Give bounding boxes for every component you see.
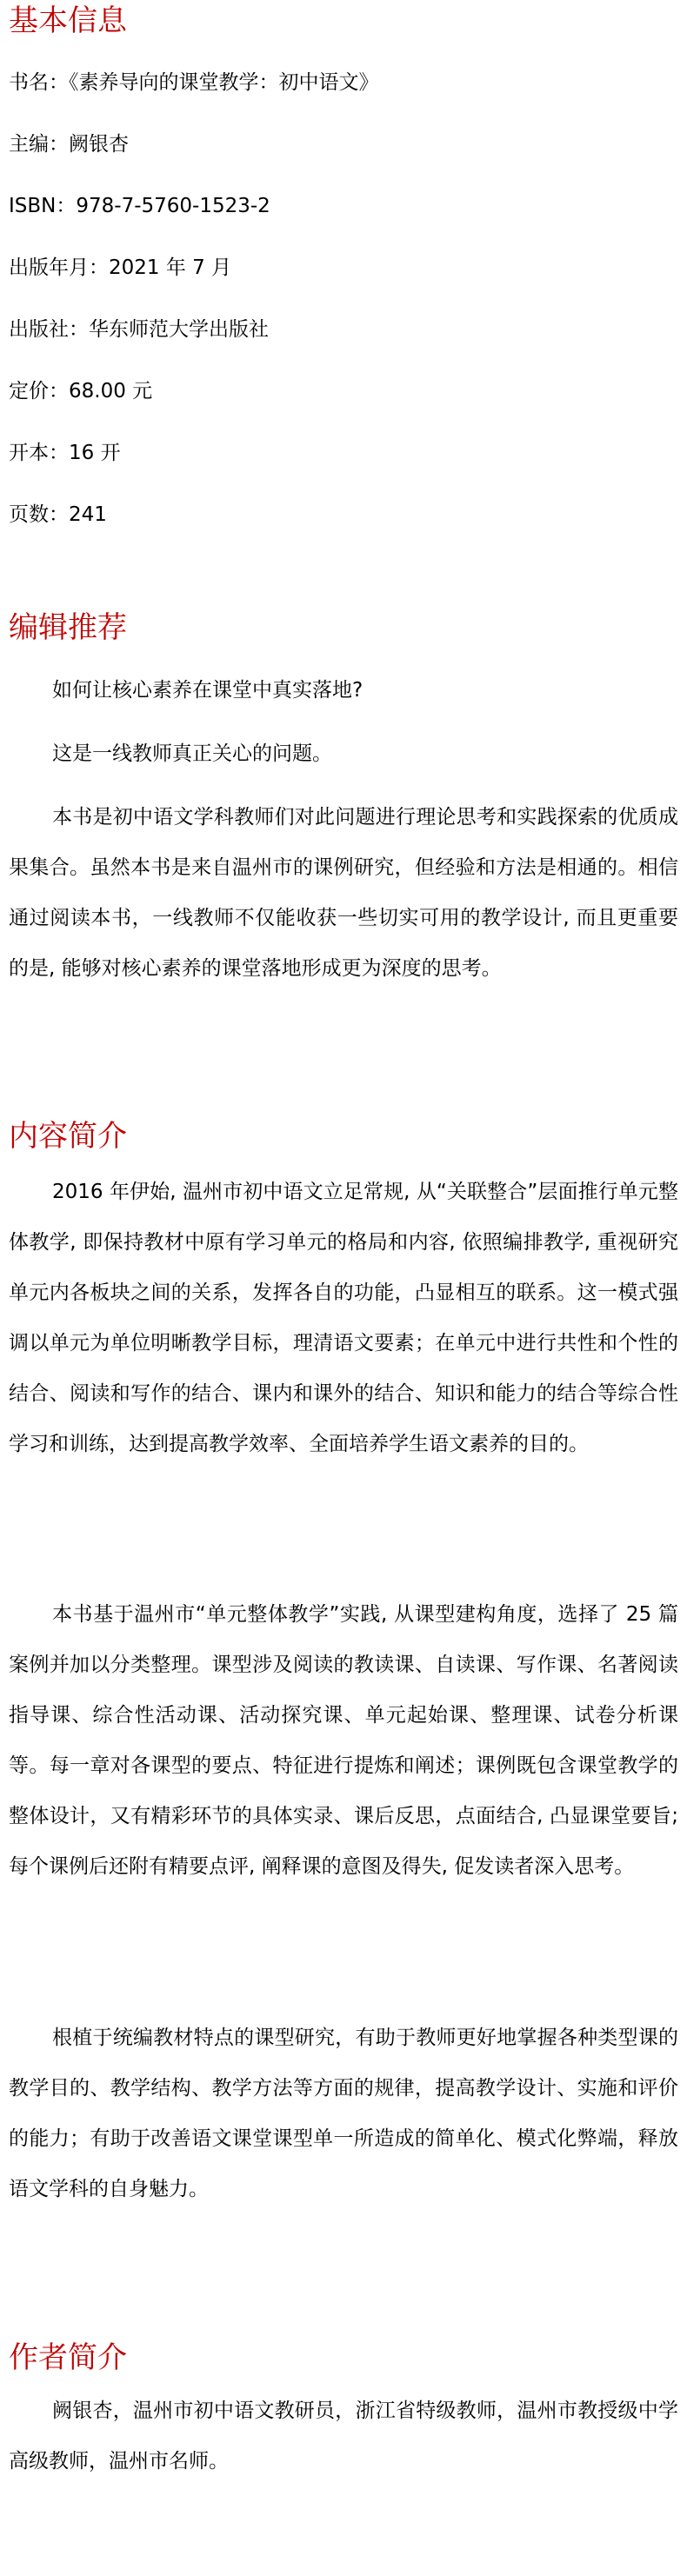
- info-pub-date: 出版年月：2021 年 7 月: [9, 256, 232, 279]
- info-pages: 页数：241: [9, 503, 107, 526]
- recommendation-paragraph: 这是一线教师真正关心的问题。: [52, 742, 332, 765]
- summary-heading: 内容简介: [9, 1119, 127, 1154]
- summary-paragraph: 2016 年伊始, 温州市初中语文立足常规, 从“关联整合”层面推行单元整体教学, 即保持教材中原有学习单元的格局和内容, 依照编排教学, 重视研究单元内各板块之间的关系，发挥各自的功能，凸显相互的联系。这一模式强调以单元为单位明晰教学目标，理清语文要素；在单元中进行共性和个性的结合、阅读和写作的结合、课内和课外的结合、知识和能力的结合等综合性学习和训练，达到提高教学效率、全面培养学生语文素养的目的。: [9, 1181, 678, 1455]
- summary-paragraph: 根植于统编教材特点的课型研究，有助于教师更好地掌握各种类型课的教学目的、教学结构、教学方法等方面的规律，提高教学设计、实施和评价的能力；有助于改善语文课堂课型单一所造成的简单化、模式化弊端，释放语文学科的自身魅力。: [9, 2027, 678, 2200]
- basic-info-heading: 基本信息: [9, 3, 127, 38]
- summary-paragraph: 本书基于温州市“单元整体教学”实践, 从课型建构角度，选择了 25 篇案例并加以分类整理。课型涉及阅读的教读课、自读课、写作课、名著阅读指导课、综合性活动课、活动探究课、单元起始课、整理课、试卷分析课等。每一章对各课型的要点、特征进行提炼和阐述；课例既包含课堂教学的整体设计，又有精彩环节的具体实录、课后反思，点面结合, 凸显课堂要旨; 每个课例后还附有精要点评, 阐释课的意图及得失, 促发读者深入思考。: [9, 1603, 678, 1878]
- info-format: 开本：16 开: [9, 442, 121, 464]
- info-title: 书名：《素养导向的课堂教学：初中语文》: [9, 71, 379, 94]
- info-price: 定价：68.00 元: [9, 380, 153, 403]
- author-heading: 作者简介: [9, 2340, 127, 2375]
- info-editor: 主编：阙银杏: [9, 133, 129, 156]
- editor-recommendation-heading: 编辑推荐: [9, 610, 127, 645]
- recommendation-paragraph: 如何让核心素养在课堂中真实落地?: [52, 679, 364, 702]
- recommendation-paragraph: 本书是初中语文学科教师们对此问题进行理论思考和实践探索的优质成果集合。虽然本书是来自温州市的课例研究，但经验和方法是相通的。相信通过阅读本书，一线教师不仅能收获一些切实可用的教学设计, 而且更重要的是, 能够对核心素养的课堂落地形成更为深度的思考。: [9, 806, 678, 980]
- info-isbn: ISBN：978-7-5760-1523-2: [9, 195, 270, 217]
- info-publisher: 出版社：华东师范大学出版社: [9, 318, 269, 341]
- author-paragraph: 阙银杏，温州市初中语文教研员，浙江省特级教师，温州市教授级中学高级教师，温州市名师。: [9, 2400, 678, 2473]
